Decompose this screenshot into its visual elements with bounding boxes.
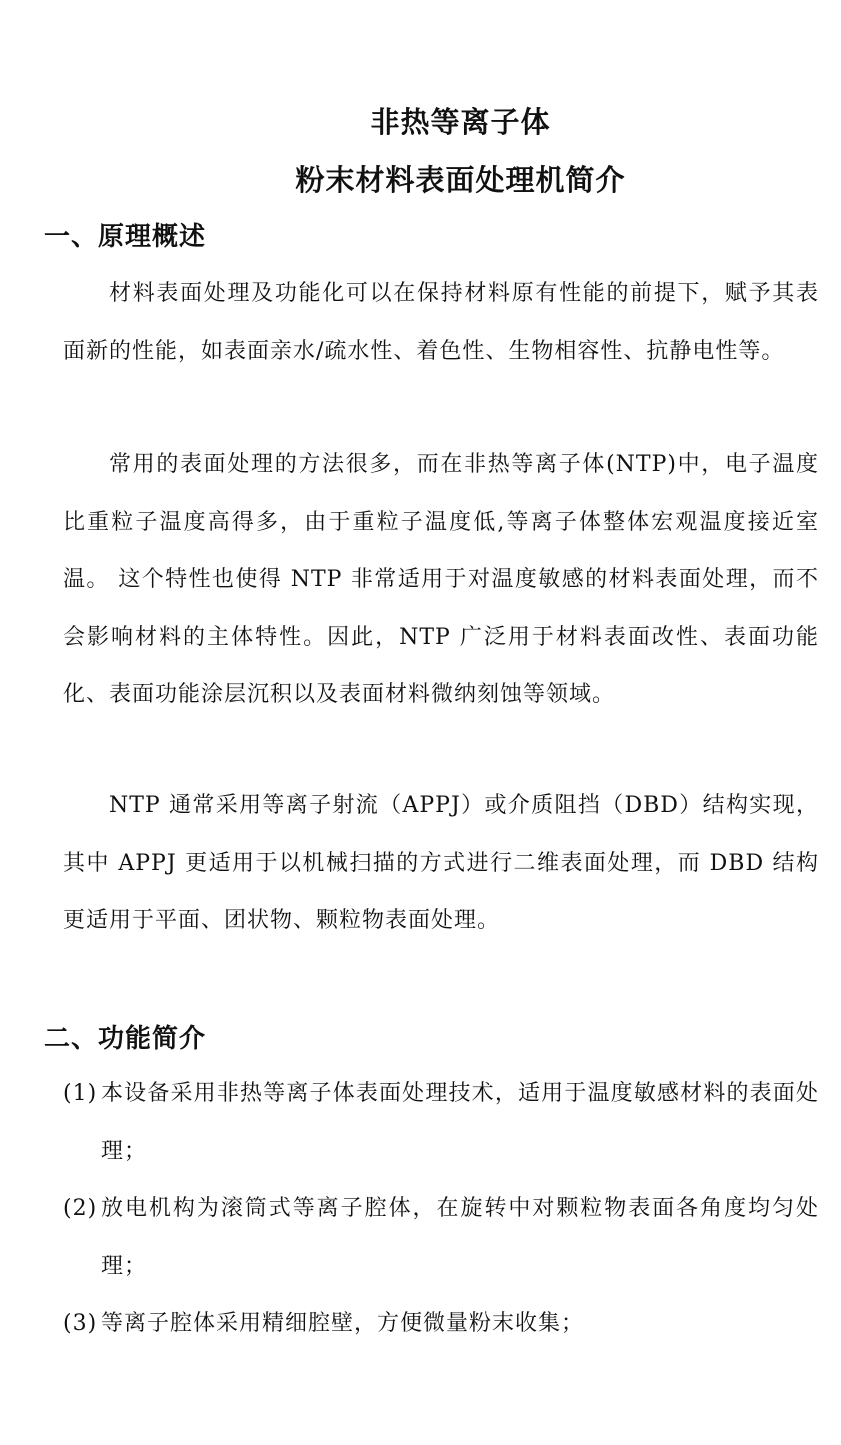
paragraph: 常用的表面处理的方法很多，而在非热等离子体(NTP)中，电子温度比重粒子温度高得多，由于重粒子温度低,等离子体整体宏观温度接近室温。 这个特性也使得 NTP 非常适用于对温度敏感的材料表面处理，而不会影响材料的主体特性。因此，NTP 广泛用于材料表面改性、表面功能化、表面功能涂层沉积以及表面材料微纳刻蚀等领域。: [63, 452, 819, 707]
paragraph: 材料表面处理及功能化可以在保持材料原有性能的前提下，赋予其表面新的性能，如表面亲水/疏水性、着色性、生物相容性、抗静电性等。: [63, 281, 819, 364]
list-item-text: 等离子腔体采用精细腔壁，方便微量粉末收集；: [101, 1311, 585, 1336]
document-title-line-2: 粉末材料表面处理机简介: [295, 163, 626, 197]
list-item-number: (1): [63, 1081, 98, 1106]
section-heading-principle: 一、原理概述: [44, 222, 207, 252]
list-item-number: (2): [63, 1196, 98, 1221]
paragraph: NTP 通常采用等离子射流（APPJ）或介质阻挡（DBD）结构实现，其中 APPJ 更适用于以机械扫描的方式进行二维表面处理，而 DBD 结构更适用于平面、团状物、颗粒物表面处理。: [63, 793, 819, 933]
list-item-text: 放电机构为滚筒式等离子腔体，在旋转中对颗粒物表面各角度均匀处理；: [101, 1196, 819, 1279]
list-item: [63, 1180, 819, 1295]
list-item-text: 本设备采用非热等离子体表面处理技术，适用于温度敏感材料的表面处理；: [101, 1081, 819, 1164]
function-list: [63, 1065, 819, 1353]
list-item: [63, 1295, 819, 1353]
document-title-line-1: 非热等离子体: [370, 105, 551, 139]
list-item-number: (3): [63, 1311, 98, 1336]
list-item: [63, 1065, 819, 1180]
section-heading-functions: 二、功能简介: [44, 1024, 207, 1054]
